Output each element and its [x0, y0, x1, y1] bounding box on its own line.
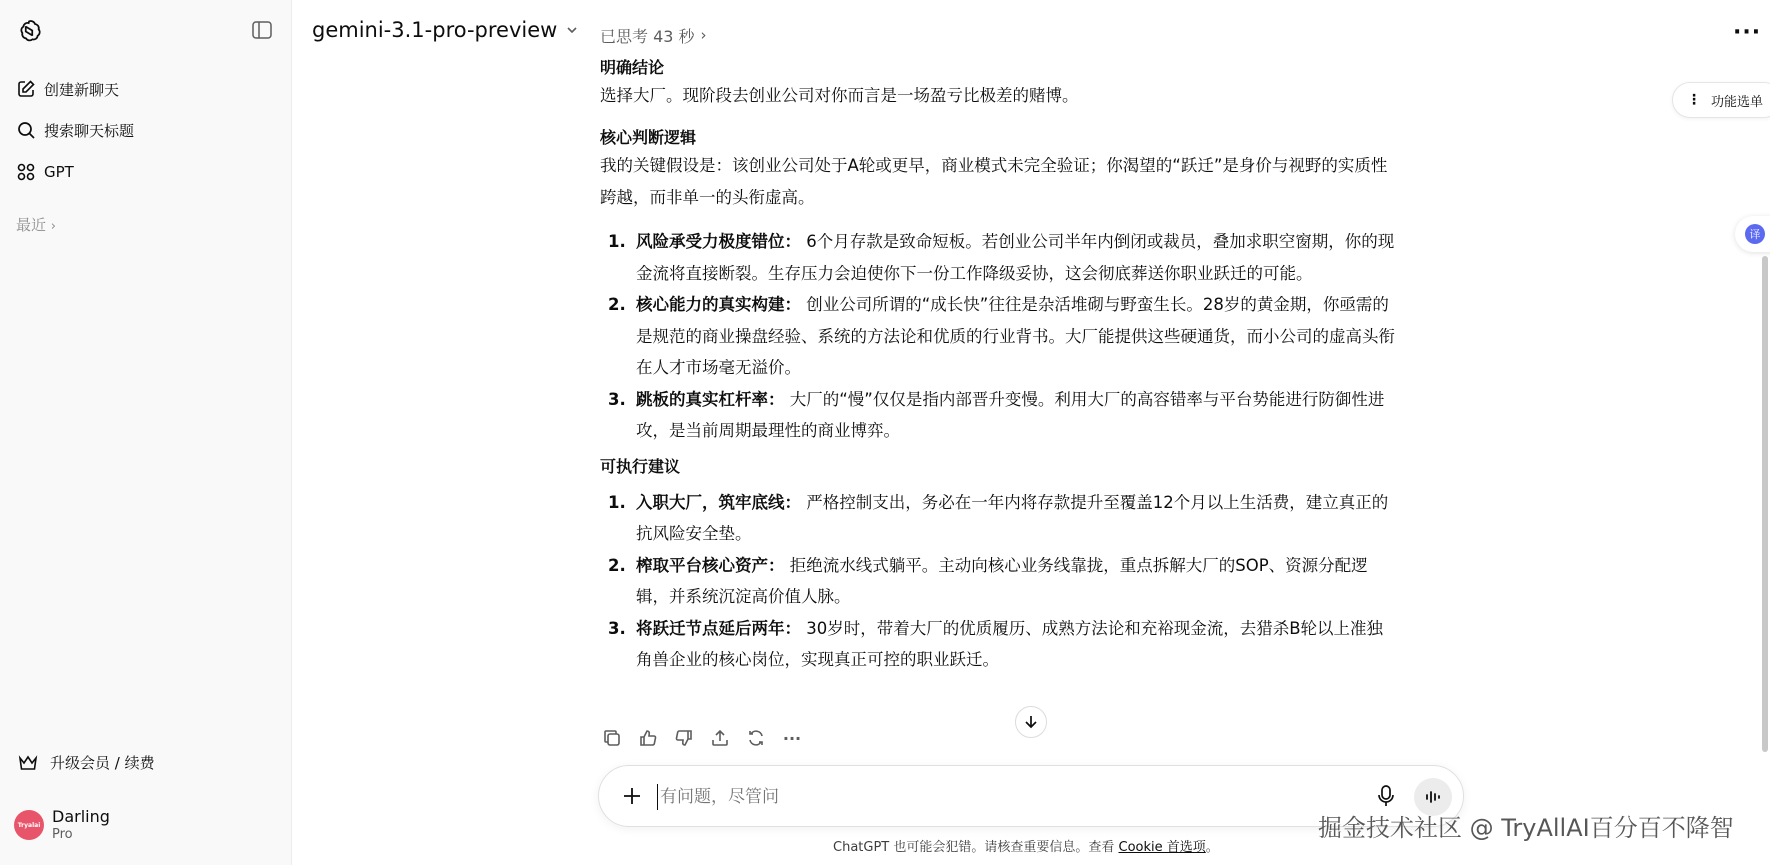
thought-label: 已思考 43 秒 [600, 26, 695, 46]
thumbs-down-button[interactable] [672, 726, 696, 750]
list-item-title: 入职大厂，筑牢底线： [636, 492, 801, 512]
logic-heading: 核心判断逻辑 [600, 128, 697, 147]
logic-text-line: 跨越，而非单一的头衔虚高。 [600, 188, 815, 207]
chat-input[interactable] [657, 784, 1257, 810]
list-item [600, 613, 1470, 676]
list-item-text: 在人才市场毫无溢价。 [636, 358, 801, 377]
chevron-right-icon: › [700, 26, 707, 44]
more-actions-button[interactable]: ··· [782, 728, 802, 748]
arrow-down-icon [1023, 714, 1039, 730]
sidebar-item-search[interactable] [16, 115, 134, 145]
openai-logo-icon[interactable] [16, 18, 42, 44]
grid-icon [16, 162, 36, 182]
sidebar-item-gpt[interactable] [16, 157, 74, 187]
sidebar-toggle-icon[interactable] [252, 21, 272, 39]
list-item-text: 30岁时，带着大厂的优质履历、成熟方法论和充裕现金流，去猎杀B轮以上准独 [801, 618, 1384, 638]
cookie-preferences-link[interactable]: Cookie 首选项 [1118, 840, 1206, 855]
user-name: Darling [52, 807, 110, 826]
thumbs-up-button[interactable] [636, 726, 660, 750]
list-item-text: 角兽企业的核心岗位，实现真正可控的职业跃迁。 [636, 650, 999, 669]
sidebar-item-label: 搜索聊天标题 [44, 121, 135, 140]
list-item-text: 大厂的“慢”仅仅是指内部晋升变慢。利用大厂的高容错率与平台势能进行防御性进 [784, 389, 1385, 409]
list-item-title: 跳板的真实杠杆率： [636, 389, 785, 409]
thumbs-up-icon [638, 728, 658, 748]
thought-duration[interactable] [600, 20, 1470, 50]
sidebar [0, 0, 292, 865]
more-options-button[interactable]: ··· [1733, 20, 1762, 45]
list-item [600, 384, 1470, 447]
list-item-title: 核心能力的真实构建： [636, 295, 801, 314]
list-number: 1. [608, 232, 626, 251]
disclaimer-end: 。 [1205, 840, 1219, 855]
sidebar-item-label: 创建新聊天 [44, 80, 120, 99]
user-plan: Pro [52, 827, 73, 842]
thumbs-down-icon [674, 728, 694, 748]
plus-icon[interactable] [621, 785, 643, 807]
conclusion-text: 选择大厂。现阶段去创业公司对你而言是一场盈亏比极差的赌博。 [600, 86, 1079, 105]
watermark: 掘金技术社区 @ TryAllAI百分百不降智 [1318, 814, 1734, 842]
list-item [600, 226, 1470, 289]
list-item-title: 将跃迁节点延后两年： [636, 618, 801, 638]
message-actions [600, 726, 804, 750]
disclaimer [833, 836, 1219, 855]
list-number: 3. [608, 389, 626, 409]
refresh-icon [746, 728, 766, 748]
upgrade-label: 升级会员 / 续费 [50, 754, 155, 772]
list-item-title: 榨取平台核心资产： [636, 555, 785, 575]
list-item-text: 创业公司所谓的“成长快”往往是杂活堆砌与野蛮生长。28岁的黄金期，你亟需的 [801, 295, 1389, 314]
list-item [600, 289, 1470, 384]
sidebar-item-label: GPT [44, 163, 74, 181]
list-number: 3. [608, 618, 626, 638]
scrollbar[interactable] [1762, 256, 1768, 752]
list-item-title: 风险承受力极度错位： [636, 232, 801, 251]
recent-section-toggle[interactable] [16, 214, 56, 235]
list-item-text: 金流将直接断裂。生存压力会迫使你下一份工作降级妥协，这会彻底葬送你职业跃迁的可能。 [636, 263, 1313, 283]
list-number: 2. [608, 295, 626, 314]
list-item-text: 抗风险安全垫。 [636, 524, 752, 543]
scroll-down-button[interactable] [1015, 706, 1047, 738]
translate-icon: 译 [1745, 224, 1765, 244]
list-item-text: 攻，是当前周期最理性的商业博弈。 [636, 421, 900, 440]
chevron-right-icon: › [50, 219, 56, 234]
list-item-text: 是规范的商业操盘经验、系统的方法论和优质的行业背书。大厂能提供这些硬通货，而小公司的虚高头衔 [636, 326, 1395, 346]
sidebar-item-new-chat[interactable] [16, 74, 119, 104]
translate-button[interactable] [1735, 216, 1770, 252]
action-list [600, 487, 1470, 676]
regenerate-button[interactable] [744, 726, 768, 750]
chevron-down-icon [565, 23, 579, 37]
logic-list [600, 226, 1470, 447]
logic-text-line: 我的关键假设是：该创业公司处于A轮或更早，商业模式未完全验证；你渴望的“跃迁”是身价与视野的实质性 [600, 156, 1388, 175]
user-profile[interactable] [14, 807, 110, 843]
function-menu-label: 功能选单 [1711, 94, 1764, 110]
crown-icon [18, 754, 38, 772]
list-number: 2. [608, 555, 626, 575]
avatar: Tryalai [14, 810, 44, 840]
function-menu-button[interactable] [1672, 82, 1770, 118]
share-button[interactable] [708, 726, 732, 750]
model-name: gemini-3.1-pro-preview [312, 18, 558, 42]
copy-icon [602, 728, 622, 748]
assistant-message [600, 20, 1470, 676]
microphone-icon[interactable] [1375, 784, 1397, 808]
waveform-icon [1424, 788, 1442, 806]
upgrade-button[interactable] [18, 752, 155, 773]
list-item [600, 550, 1470, 613]
conclusion-heading: 明确结论 [600, 58, 665, 77]
disclaimer-text: ChatGPT 也可能会犯错。请核查重要信息。查看 [833, 840, 1119, 855]
action-heading: 可执行建议 [600, 456, 681, 476]
list-number: 1. [608, 492, 626, 512]
recent-label: 最近 [16, 216, 47, 234]
list-item-text: 严格控制支出，务必在一年内将存款提升至覆盖12个月以上生活费，建立真正的 [801, 492, 1389, 512]
list-item-text: 辑，并系统沉淀高价值人脉。 [636, 587, 851, 606]
share-icon [710, 728, 730, 748]
list-item [600, 487, 1470, 550]
list-item-text: 拒绝流水线式躺平。主动向核心业务线靠拢，重点拆解大厂的SOP、资源分配逻 [784, 555, 1368, 575]
copy-button[interactable] [600, 726, 624, 750]
model-selector[interactable] [312, 18, 579, 42]
list-item-text: 6个月存款是致命短板。若创业公司半年内倒闭或裁员，叠加求职空窗期，你的现 [801, 232, 1395, 251]
edit-icon [16, 79, 36, 99]
search-icon [16, 120, 36, 140]
vertical-dots-icon: ⋮ [1687, 92, 1701, 108]
